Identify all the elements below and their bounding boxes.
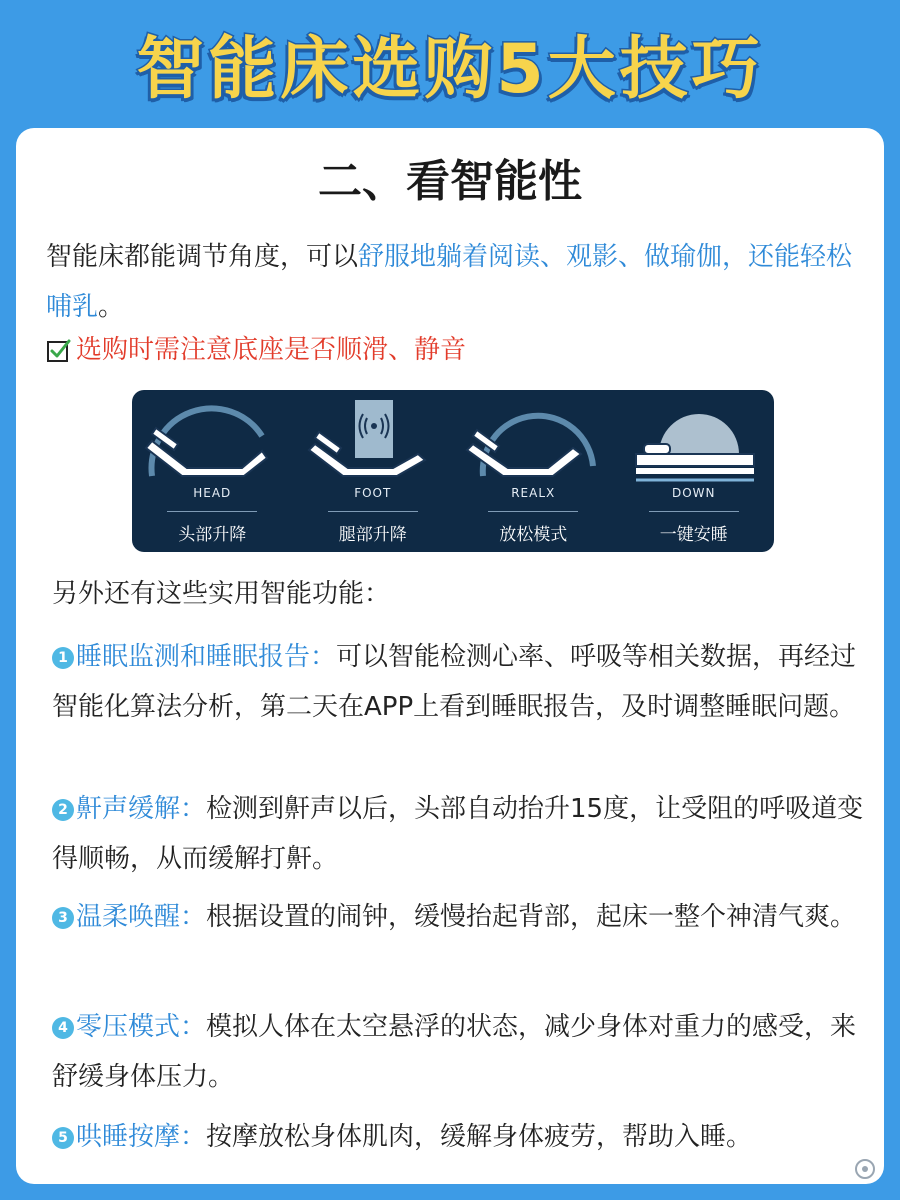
feature-text: 模拟人体在太空悬浮的状态，减少身体对重力的感受，来舒缓身体压力。 [52,1012,857,1092]
feature-item [52,1112,864,1162]
feature-title: 鼾声缓解： [76,794,207,824]
mode-code: REALX [511,486,556,500]
feature-title: 温柔唤醒： [76,902,207,932]
mode-relax [453,390,614,552]
feature-text: 可以智能检测心率、呼吸等相关数据，再经过智能化算法分析，第二天在APP上看到睡眠报告，及时调整睡眠问题。 [52,642,857,722]
corner-logo-icon [854,1158,876,1180]
feature-item [52,784,864,884]
mode-foot [293,390,454,552]
mode-label: 一键安睡 [659,525,728,545]
intro-paragraph [46,232,856,332]
feature-title: 哄睡按摩： [76,1122,207,1152]
mode-down [614,390,775,552]
mode-head [132,390,293,552]
feature-item [52,632,864,732]
flat-bed-icon [614,396,774,486]
feature-text: 检测到鼾声以后，头部自动抬升15度，让受阻的呼吸道变得顺畅，从而缓解打鼾。 [52,794,864,874]
number-badge-icon: 4 [52,1017,74,1039]
mode-code: HEAD [193,486,232,500]
main-title: 智能床选购5大技巧 [136,30,764,109]
mode-divider [649,511,739,512]
section-title [304,150,596,214]
mode-code: DOWN [671,486,716,500]
feature-item [52,892,864,942]
number-badge-icon: 2 [52,799,74,821]
tip-line [46,330,856,370]
feature-item [52,1002,864,1102]
mode-label: 放松模式 [499,525,568,545]
checkbox-checked-icon [46,337,72,363]
feature-text: 根据设置的闹钟，缓慢抬起背部，起床一整个神清气爽。 [206,902,857,932]
section-title-wrap [16,150,884,220]
tip-text: 选购时需注意底座是否顺滑、静音 [76,335,467,365]
extra-features-heading: 另外还有这些实用智能功能： [52,579,391,609]
content-card [16,128,884,1184]
intro-text-highlight: 舒服地躺着阅读、观影、做瑜伽，还能轻松哺乳 [46,242,853,322]
number-badge-icon: 3 [52,907,74,929]
feature-title: 零压模式： [76,1012,207,1042]
mode-label: 腿部升降 [338,525,407,545]
number-badge-icon: 5 [52,1127,74,1149]
mode-code: FOOT [354,486,392,500]
mode-label: 头部升降 [178,525,247,545]
section-title-text: 二、看智能性 [318,156,582,207]
feature-title: 睡眠监测和睡眠报告： [76,642,337,672]
head-lift-bed-icon [132,396,292,486]
bed-modes-banner [132,390,774,552]
intro-text-plain: 智能床都能调节角度，可以 [46,242,359,272]
relax-mode-bed-icon [453,396,613,486]
foot-lift-bed-icon [293,396,453,486]
mode-divider [167,511,257,512]
feature-text: 按摩放松身体肌肉，缓解身体疲劳，帮助入睡。 [206,1122,753,1152]
mode-divider [488,511,578,512]
number-badge-icon: 1 [52,647,74,669]
mode-divider [328,511,418,512]
intro-text-end: 。 [98,292,125,322]
